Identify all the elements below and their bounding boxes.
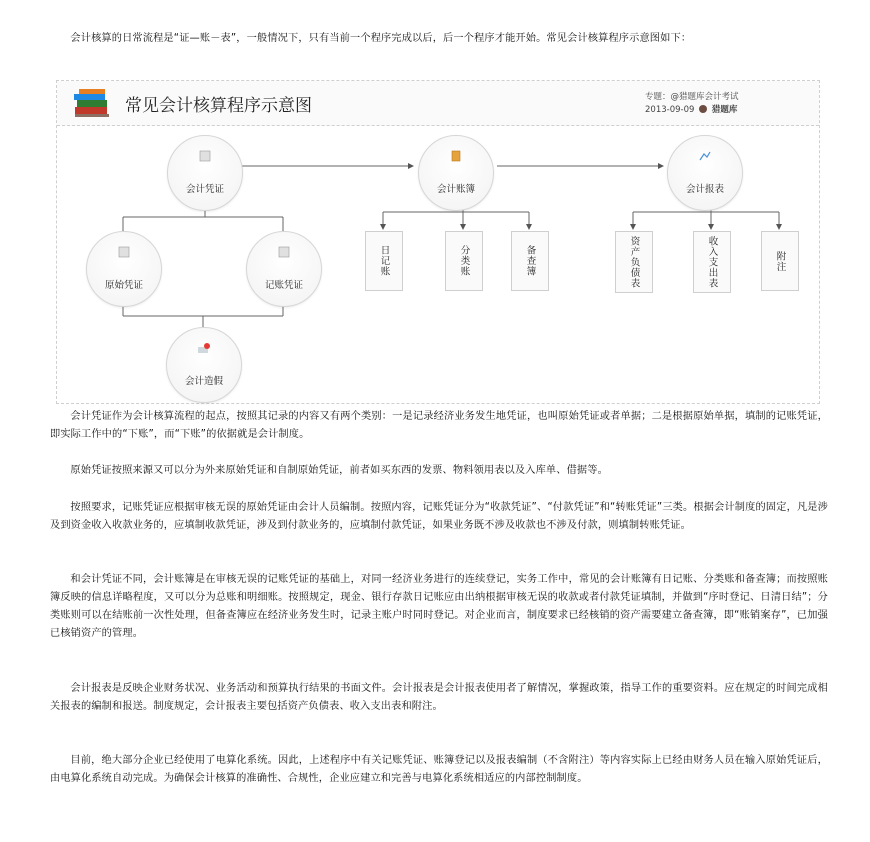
- node-ledger: [418, 135, 494, 211]
- box-journal: 日记账: [365, 231, 403, 291]
- node-original-voucher: [86, 231, 162, 307]
- ledger-book-icon: [449, 150, 463, 162]
- paragraph-bookkeeping-vouchers: 按照要求，记账凭证应根据审核无误的原始凭证由会计人员编制。按照内容，记账凭证分为“收款凭证”、“付款凭证”和“转账凭证”三类。根据会计制度的固定，凡是涉及到资金收入收款业务的，应填制收款凭证，涉及到付款业务的，应填制付款凭证，如果业务既不涉及收款也不涉及付款，则填制转账凭证。: [50, 502, 828, 531]
- box-balance-sheet: 资产负债表: [615, 231, 653, 293]
- diagram-topic: 专题：@猎题库会计考试: [645, 92, 739, 102]
- warning-pin-icon: [197, 342, 211, 354]
- box-memo-book: 备查簿: [511, 231, 549, 291]
- node-ledger-label: 会计账簿: [436, 184, 475, 195]
- document-icon: [198, 150, 212, 162]
- document-icon: [117, 246, 131, 258]
- node-report: [667, 135, 743, 211]
- paragraph-original-vouchers: 原始凭证按照来源又可以分为外来原始凭证和自制原始凭证，前者如买东西的发票、物料领用表以及入库单、借据等。: [70, 465, 608, 476]
- node-bookkeeping-voucher: [246, 231, 322, 307]
- box-classified-ledger: 分类账: [445, 231, 483, 291]
- box-income-statement: 收入支出表: [693, 231, 731, 293]
- diagram-title: 常见会计核算程序示意图: [125, 96, 312, 116]
- diagram-date: 2013-09-09: [645, 105, 695, 115]
- node-forgery-label: 会计造假: [184, 376, 223, 387]
- document-icon: [277, 246, 291, 258]
- diagram-brand: 猎题库: [711, 105, 738, 115]
- box-notes: 附注: [761, 231, 799, 291]
- node-voucher: [167, 135, 243, 211]
- report-chart-icon: [698, 150, 712, 162]
- node-bookkeeping-label: 记账凭证: [264, 280, 303, 291]
- accounting-process-diagram: [56, 80, 820, 404]
- paragraph-reports: 会计报表是反映企业财务状况、业务活动和预算执行结果的书面文件。会计报表是会计报表使用者了解情况，掌握政策，指导工作的重要资料。应在规定的时间完成相关报表的编制和报送。制度规定，会计报表主要包括资产负债表、收入支出表和附注。: [50, 683, 828, 712]
- node-forgery: [166, 327, 242, 403]
- node-original-label: 原始凭证: [104, 280, 143, 291]
- paragraph-computerization: 目前，绝大部分企业已经使用了电算化系统。因此，上述程序中有关记账凭证、账簿登记以及报表编制（不含附注）等内容实际上已经由财务人员在输入原始凭证后，由电算化系统自动完成。为确保会计核算的准确性、合规性，企业应建立和完善与电算化系统相适应的内部控制制度。: [50, 755, 828, 784]
- intro-paragraph: 会计核算的日常流程是“证—账－表”，一般情况下，只有当前一个程序完成以后，后一个程序才能开始。常见会计核算程序示意图如下：: [70, 33, 692, 44]
- paragraph-ledgers: 和会计凭证不同，会计账簿是在审核无误的记账凭证的基础上，对同一经济业务进行的连续登记，实务工作中，常见的会计账簿有日记账、分类账和备查簿；而按照账簿反映的信息详略程度，又可以分为总账和明细账。按照规定，现金、银行存款日记账应由出纳根据审核无误的收款或者付款凭证填制，并做到“序时登记、日清日结”；分类账则可以在结账前一次性处理，但备查簿应在经济业务发生时，记录主账户时同时登记。对企业而言，制度要求已经核销的资产需要建立备查簿，即“账销案存”，已加强已核销资产的管理。: [50, 574, 828, 639]
- node-voucher-label: 会计凭证: [185, 184, 224, 195]
- paragraph-vouchers: 会计凭证作为会计核算流程的起点，按照其记录的内容又有两个类别：一是记录经济业务发生地凭证，也叫原始凭证或者单据；二是根据原始单据，填制的记账凭证，即实际工作中的“下账”，而“下账”的依据就是会计制度。: [50, 411, 828, 440]
- node-report-label: 会计报表: [685, 184, 724, 195]
